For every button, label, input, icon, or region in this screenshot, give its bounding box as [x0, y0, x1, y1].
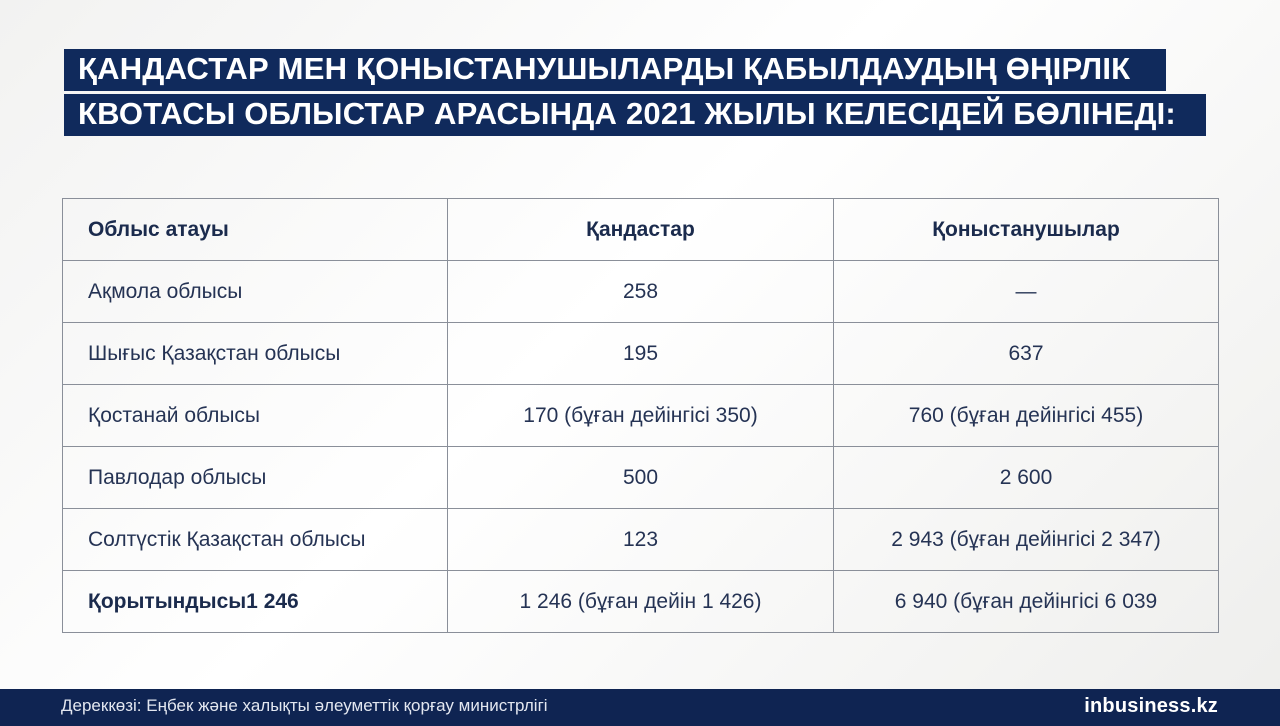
konystanushylar-cell: 760 (бұған дейінгісі 455) — [834, 385, 1219, 447]
table-row — [63, 385, 1219, 447]
region-cell: Павлодар облысы — [63, 447, 448, 509]
konystanushylar-cell: — — [834, 261, 1219, 323]
source-note: Дереккөзі: Еңбек және халықты әлеуметтік қорғау министрлігі — [61, 696, 548, 715]
table-row — [63, 261, 1219, 323]
konystanushylar-cell: 2 600 — [834, 447, 1219, 509]
header-region: Облыс атауы — [63, 199, 448, 261]
total-konystanushylar-cell: 6 940 (бұған дейінгісі 6 039 — [834, 571, 1219, 633]
total-kandastar-cell: 1 246 (бұған дейін 1 426) — [448, 571, 834, 633]
kandastar-cell: 170 (бұған дейінгісі 350) — [448, 385, 834, 447]
kandastar-cell: 123 — [448, 509, 834, 571]
region-cell: Солтүстік Қазақстан облысы — [63, 509, 448, 571]
header-konystanushylar: Қоныстанушылар — [834, 199, 1219, 261]
brand-logo[interactable]: inbusiness.kz — [1084, 695, 1218, 717]
header-kandastar: Қандастар — [448, 199, 834, 261]
region-cell: Шығыс Қазақстан облысы — [63, 323, 448, 385]
title-line-1: ҚАНДАСТАР МЕН ҚОНЫСТАНУШЫЛАРДЫ ҚАБЫЛДАУДЫҢ ӨҢІРЛІК — [64, 49, 1166, 91]
title-line-2: КВОТАСЫ ОБЛЫСТАР АРАСЫНДА 2021 ЖЫЛЫ КЕЛЕСІДЕЙ БӨЛІНЕДІ: — [64, 94, 1206, 136]
table-header-row — [63, 199, 1219, 261]
table-total-row — [63, 571, 1219, 633]
kandastar-cell: 195 — [448, 323, 834, 385]
table-row — [63, 509, 1219, 571]
footer-bar — [0, 689, 1280, 726]
quota-table — [62, 198, 1219, 633]
region-cell: Ақмола облысы — [63, 261, 448, 323]
kandastar-cell: 500 — [448, 447, 834, 509]
konystanushylar-cell: 637 — [834, 323, 1219, 385]
kandastar-cell: 258 — [448, 261, 834, 323]
region-cell: Қостанай облысы — [63, 385, 448, 447]
table-row — [63, 447, 1219, 509]
konystanushylar-cell: 2 943 (бұған дейінгісі 2 347) — [834, 509, 1219, 571]
total-label-cell: Қорытындысы1 246 — [63, 571, 448, 633]
table-row — [63, 323, 1219, 385]
